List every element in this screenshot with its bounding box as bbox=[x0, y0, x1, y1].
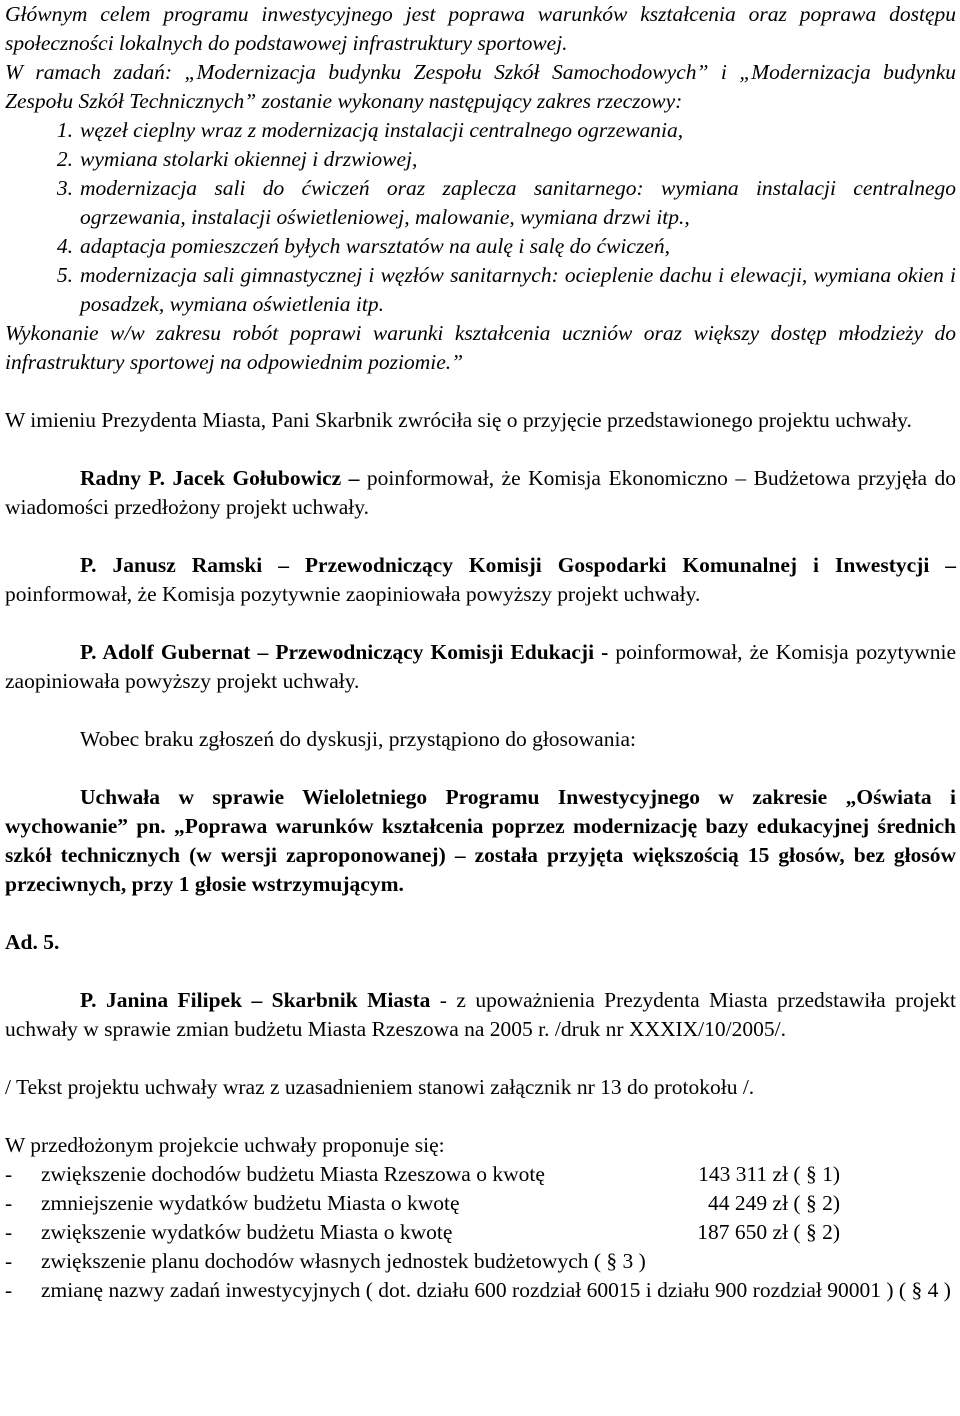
proposal-list bbox=[5, 1160, 956, 1305]
intro-scope: W ramach zadań: „Modernizacja budynku Zespołu Szkół Samochodowych” i „Modernizacja budynku Zespołu Szkół Technicznych” zostanie wykonany następujący zakres rzeczowy: bbox=[5, 60, 956, 113]
gubernat-paragraph bbox=[5, 638, 956, 696]
list-item: 3. modernizacja sali do ćwiczeń oraz zaplecza sanitarnego: wymiana instalacji centralnego ogrzewania, instalacji oświetleniowej, malowanie, wymiana drzwi itp., bbox=[56, 176, 956, 229]
statement-text: poinformował, że Komisja pozytywnie zaopiniowała powyższy projekt uchwały. bbox=[5, 582, 701, 606]
list-item: - zmniejszenie wydatków budżetu Miasta o kwotę 44 249 zł ( § 2) bbox=[5, 1191, 840, 1215]
outcome-paragraph: Wykonanie w/w zakresu robót poprawi warunki kształcenia uczniów oraz większy dostęp młodzieży do infrastruktury sportowej na odpowiednim poziomie.” bbox=[5, 321, 956, 374]
section-heading: Ad. 5. bbox=[5, 930, 60, 954]
ramski-paragraph bbox=[5, 551, 956, 609]
speaker-name: P. Janusz Ramski – Przewodniczący Komisji Gospodarki Komunalnej i Inwestycji – bbox=[80, 553, 956, 577]
resolution-paragraph: Uchwała w sprawie Wieloletniego Programu Inwestycyjnego w zakresie „Oświata i wychowanie” pn. „Poprawa warunków kształcenia poprzez modernizację bazy edukacyjnej średnich szkół technicznych (w wersji zaproponowanej) – została przyjęta większością 15 głosów, bez głosów przeciwnych, przy 1 głosie wstrzymującym. bbox=[5, 785, 956, 896]
vote-intro: Wobec braku zgłoszeń do dyskusji, przystąpiono do głosowania: bbox=[80, 727, 636, 751]
list-item: 5. modernizacja sali gimnastycznej i węzłów sanitarnych: ocieplenie dachu i elewacji, wymiana okien i posadzek, wymiana oświetlenia itp. bbox=[56, 263, 956, 316]
list-item: - zwiększenie dochodów budżetu Miasta Rzeszowa o kwotę 143 311 zł ( § 1) bbox=[5, 1162, 840, 1186]
list-item: 1. węzeł cieplny wraz z modernizacją instalacji centralnego ogrzewania, bbox=[56, 118, 684, 142]
proposal-intro: W przedłożonym projekcie uchwały proponuje się: bbox=[5, 1133, 445, 1157]
list-item: - zmianę nazwy zadań inwestycyjnych ( dot. działu 600 rozdział 60015 i działu 900 rozdział 90001 ) ( § 4 ) bbox=[5, 1278, 951, 1302]
skarbnik-request-paragraph: W imieniu Prezydenta Miasta, Pani Skarbnik zwróciła się o przyjęcie przedstawionego projektu uchwały. bbox=[5, 408, 912, 432]
list-item: 4. adaptacja pomieszczeń byłych warsztatów na aulę i salę do ćwiczeń, bbox=[56, 234, 670, 258]
golubowicz-paragraph bbox=[5, 464, 956, 522]
statement-text: poinformował, że Komisja pozytywnie zaopiniowała powyższy projekt uchwały. bbox=[5, 640, 957, 693]
speaker-name: P. Janina Filipek – Skarbnik Miasta bbox=[80, 988, 431, 1012]
statement-text: - z upoważnienia Prezydenta Miasta przedstawiła projekt uchwały w sprawie zmian budżetu Miasta Rzeszowa na 2005 r. /druk nr XXXIX/10/2005/. bbox=[5, 988, 957, 1041]
attachment-note: / Tekst projektu uchwały wraz z uzasadnieniem stanowi załącznik nr 13 do protokołu /. bbox=[5, 1075, 755, 1099]
list-item: 2. wymiana stolarki okiennej i drzwiowej, bbox=[56, 147, 418, 171]
filipek-paragraph bbox=[5, 986, 956, 1044]
list-item: - zwiększenie planu dochodów własnych jednostek budżetowych ( § 3 ) bbox=[5, 1249, 646, 1273]
speaker-name: P. Adolf Gubernat – Przewodniczący Komisji Edukacji - bbox=[80, 640, 609, 664]
list-item: - zwiększenie wydatków budżetu Miasta o kwotę 187 650 zł ( § 2) bbox=[5, 1220, 840, 1244]
scope-list bbox=[5, 116, 956, 319]
statement-text: poinformował, że Komisja Ekonomiczno – Budżetowa przyjęła do wiadomości przedłożony projekt uchwały. bbox=[5, 466, 957, 519]
speaker-name: Radny P. Jacek Gołubowicz – bbox=[80, 466, 360, 490]
document-page bbox=[5, 0, 956, 1305]
intro-goal: Głównym celem programu inwestycyjnego jest poprawa warunków kształcenia oraz poprawa dostępu społeczności lokalnych do podstawowej infrastruktury sportowej. bbox=[5, 2, 956, 55]
